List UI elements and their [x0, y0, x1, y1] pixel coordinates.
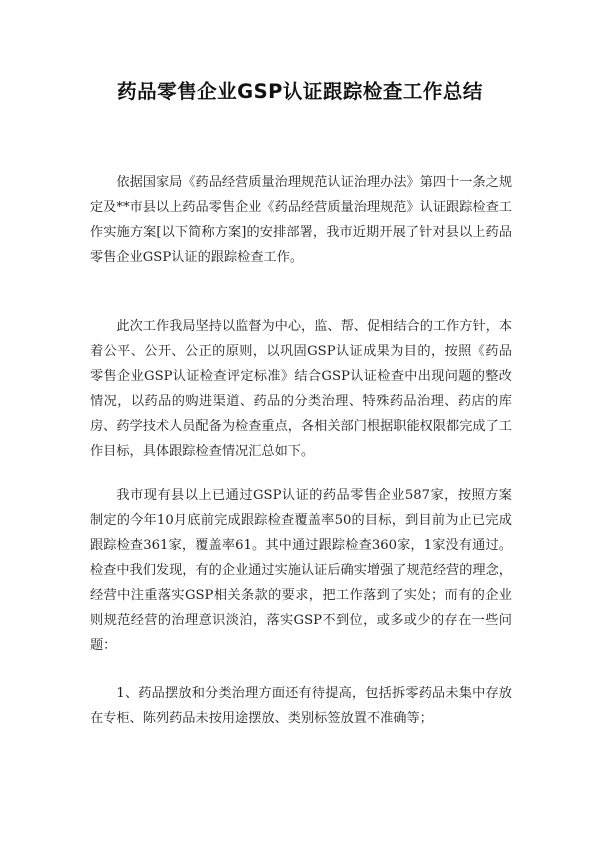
- paragraph-3: 我市现有县以上已通过GSP认证的药品零售企业587家，按照方案制定的今年10月底前完成跟踪检查覆盖率50的目标，到目前为止已完成跟踪检查361家，覆盖率61。其中通过跟踪检查360家，1家没有通过。检查中我们发现，有的企业通过实施认证后确实增强了规范经营的理念，经营中注重落实GSP相关条款的要求，把工作落到了实处；而有的企业则规范经营的治理意识淡泊，落实GSP不到位，或多或少的存在一些问题：: [90, 488, 512, 653]
- paragraph-2: 此次工作我局坚持以监督为中心，监、帮、促相结合的工作方针，本着公平、公开、公正的原则，以巩固GSP认证成果为目的，按照《药品零售企业GSP认证检查评定标准》结合GSP认证检查中出现问题的整改情况，以药品的购进渠道、药品的分类治理、特殊药品治理、药店的库房、药学技术人员配备为检查重点，各相关部门根据职能权限都完成了工作目标，具体跟踪检查情况汇总如下。: [90, 319, 513, 459]
- paragraph-4: 1、药品摆放和分类治理方面还有待提高，包括拆零药品未集中存放在专柜、陈列药品未按用途摆放、类别标签放置不准确等；: [90, 686, 512, 726]
- document-title: 药品零售企业GSP认证跟踪检查工作总结: [117, 80, 483, 103]
- paragraph-1: 依据国家局《药品经营质量治理规范认证治理办法》第四十一条之规定及**市县以上药品零售企业《药品经营质量治理规范》认证跟踪检查工作实施方案[以下简称方案]的安排部署，我市近期开展了针对县以上药品零售企业GSP认证的跟踪检查工作。: [90, 175, 513, 265]
